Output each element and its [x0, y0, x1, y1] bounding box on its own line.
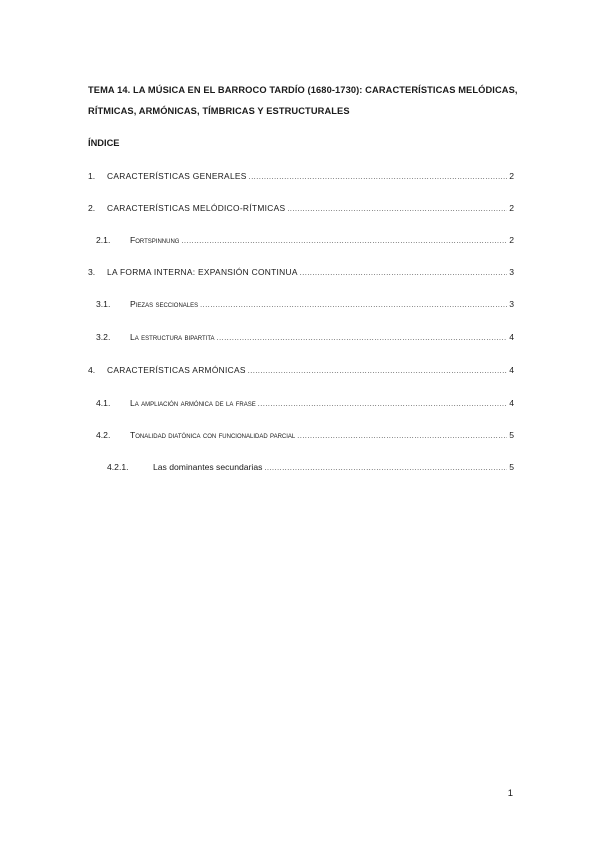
toc-entry-page: 5: [509, 430, 514, 440]
toc-entry-page: 4: [509, 398, 514, 408]
page-number: 1: [507, 788, 513, 799]
toc-entry-label: La ampliación armónica de la frase: [130, 398, 256, 408]
toc-entry-label: La estructura bipartita: [130, 332, 215, 342]
toc-leader-dots: [264, 462, 507, 476]
toc-leader-dots: [297, 430, 507, 444]
toc-entry[interactable]: [88, 265, 514, 279]
toc-entry-number: 3.: [88, 267, 96, 277]
toc-entry-number: 4.: [88, 365, 96, 375]
toc-entry[interactable]: [96, 396, 514, 410]
toc-entry-page: 2: [509, 171, 514, 181]
toc-leader-dots: [300, 267, 507, 281]
toc-entry-label: Piezas seccionales: [130, 299, 199, 309]
toc-entry-page: 3: [509, 267, 514, 277]
toc-entry[interactable]: [96, 330, 514, 344]
toc-entry[interactable]: [107, 460, 514, 474]
toc-entry-page: 4: [509, 332, 514, 342]
toc-entry-label: Fortspinnung: [130, 235, 180, 245]
toc-leader-dots: [287, 203, 507, 217]
toc-entry-number: 4.2.: [96, 430, 111, 440]
toc-entry[interactable]: [88, 363, 514, 377]
toc-entry-page: 5: [509, 462, 514, 472]
toc-entry-number: 2.1.: [96, 235, 111, 245]
toc-entry-label: Tonalidad diatónica con funcionalidad parcial: [130, 430, 296, 440]
toc-leader-dots: [217, 332, 508, 346]
toc-entry-page: 2: [509, 235, 514, 245]
toc-entry-number: 1.: [88, 171, 96, 181]
toc-entry-label: CARACTERÍSTICAS MELÓDICO-RÍTMICAS: [107, 203, 286, 213]
toc-leader-dots: [248, 365, 507, 379]
toc-entry-number: 3.1.: [96, 299, 111, 309]
toc-entry-label: LA FORMA INTERNA: EXPANSIÓN CONTINUA: [107, 267, 298, 277]
toc-entry-page: 2: [509, 203, 514, 213]
toc-entry[interactable]: [88, 201, 514, 215]
toc-entry[interactable]: [88, 169, 514, 183]
toc-leader-dots: [200, 299, 507, 313]
toc-entry[interactable]: [96, 428, 514, 442]
index-heading: ÍNDICE: [88, 138, 120, 148]
toc-entry-label: CARACTERÍSTICAS GENERALES: [107, 171, 247, 181]
toc-leader-dots: [258, 398, 507, 412]
toc-entry-number: 4.1.: [96, 398, 111, 408]
toc-entry[interactable]: [96, 233, 514, 247]
toc-entry-label: Las dominantes secundarias: [153, 462, 263, 472]
toc-entry-number: 2.: [88, 203, 96, 213]
toc-entry-number: 4.2.1.: [107, 462, 129, 472]
toc-entry[interactable]: [96, 297, 514, 311]
toc-entry-page: 4: [509, 365, 514, 375]
toc-entry-number: 3.2.: [96, 332, 111, 342]
toc-leader-dots: [249, 171, 508, 185]
document-title: TEMA 14. LA MÚSICA EN EL BARROCO TARDÍO (1680-1730): CARACTERÍSTICAS MELÓDICAS, RÍTMICAS, ARMÓNICAS, TÍMBRICAS Y ESTRUCTURALES: [88, 85, 518, 116]
toc-entry-page: 3: [509, 299, 514, 309]
toc-entry-label: CARACTERÍSTICAS ARMÓNICAS: [107, 365, 246, 375]
toc-leader-dots: [181, 235, 507, 249]
